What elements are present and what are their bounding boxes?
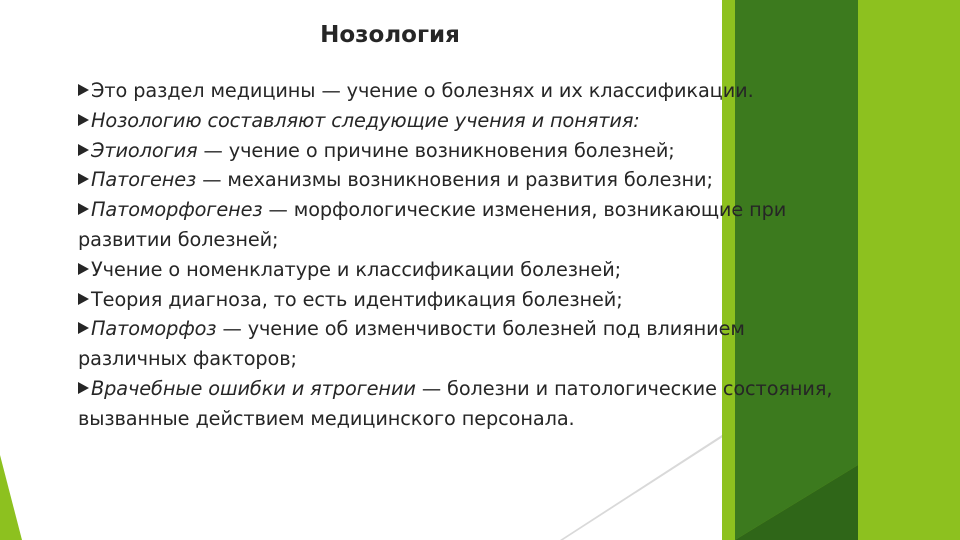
item-term: Врачебные ошибки и ятрогении [91, 376, 416, 400]
triangle-bullet-icon [78, 144, 89, 156]
triangle-bullet-icon [78, 84, 89, 96]
item-term: Патоморфоз [91, 317, 217, 341]
item-term: Патогенез [91, 168, 197, 192]
triangle-bullet-icon [78, 293, 89, 305]
list-item [78, 195, 838, 255]
bottom-shadow-line [560, 420, 746, 540]
list-item [78, 255, 838, 285]
list-item [78, 165, 838, 195]
item-text: — механизмы возникновения и развития болезни; [196, 168, 713, 192]
item-text: — учение об изменчивости болезней под влиянием различных факторов; [78, 317, 745, 371]
slide-title: Нозология [320, 22, 460, 48]
item-text: — морфологические изменения, возникающие при развитии болезней; [78, 198, 787, 251]
list-item [78, 106, 838, 136]
list-item [78, 285, 838, 315]
list-item [78, 314, 838, 374]
item-text: Теория диагноза, то есть идентификация болезней; [91, 287, 623, 311]
triangle-bullet-icon [78, 322, 89, 334]
item-term: Этиология [91, 138, 198, 162]
triangle-bullet-icon [78, 203, 89, 215]
triangle-bullet-icon [78, 173, 89, 185]
triangle-bullet-icon [78, 114, 89, 126]
triangle-bullet-icon [78, 382, 89, 394]
item-term: Патоморфогенез [91, 198, 263, 222]
item-text: Учение о номенклатуре и классификации болезней; [91, 257, 622, 281]
triangle-bullet-icon [78, 263, 89, 275]
list-item [78, 374, 838, 434]
slide-body [78, 76, 838, 434]
item-text: — болезни и патологические состояния, вызванные действием медицинского персонала. [78, 376, 833, 430]
list-item [78, 136, 838, 166]
item-term: Нозологию составляют следующие учения и понятия: [91, 108, 640, 132]
item-text: — учение о причине возникновения болезней; [197, 138, 675, 162]
item-text: Это раздел медицины — учение о болезнях и их классификации. [91, 79, 754, 102]
left-corner-accent [0, 455, 22, 540]
list-item [78, 76, 838, 106]
